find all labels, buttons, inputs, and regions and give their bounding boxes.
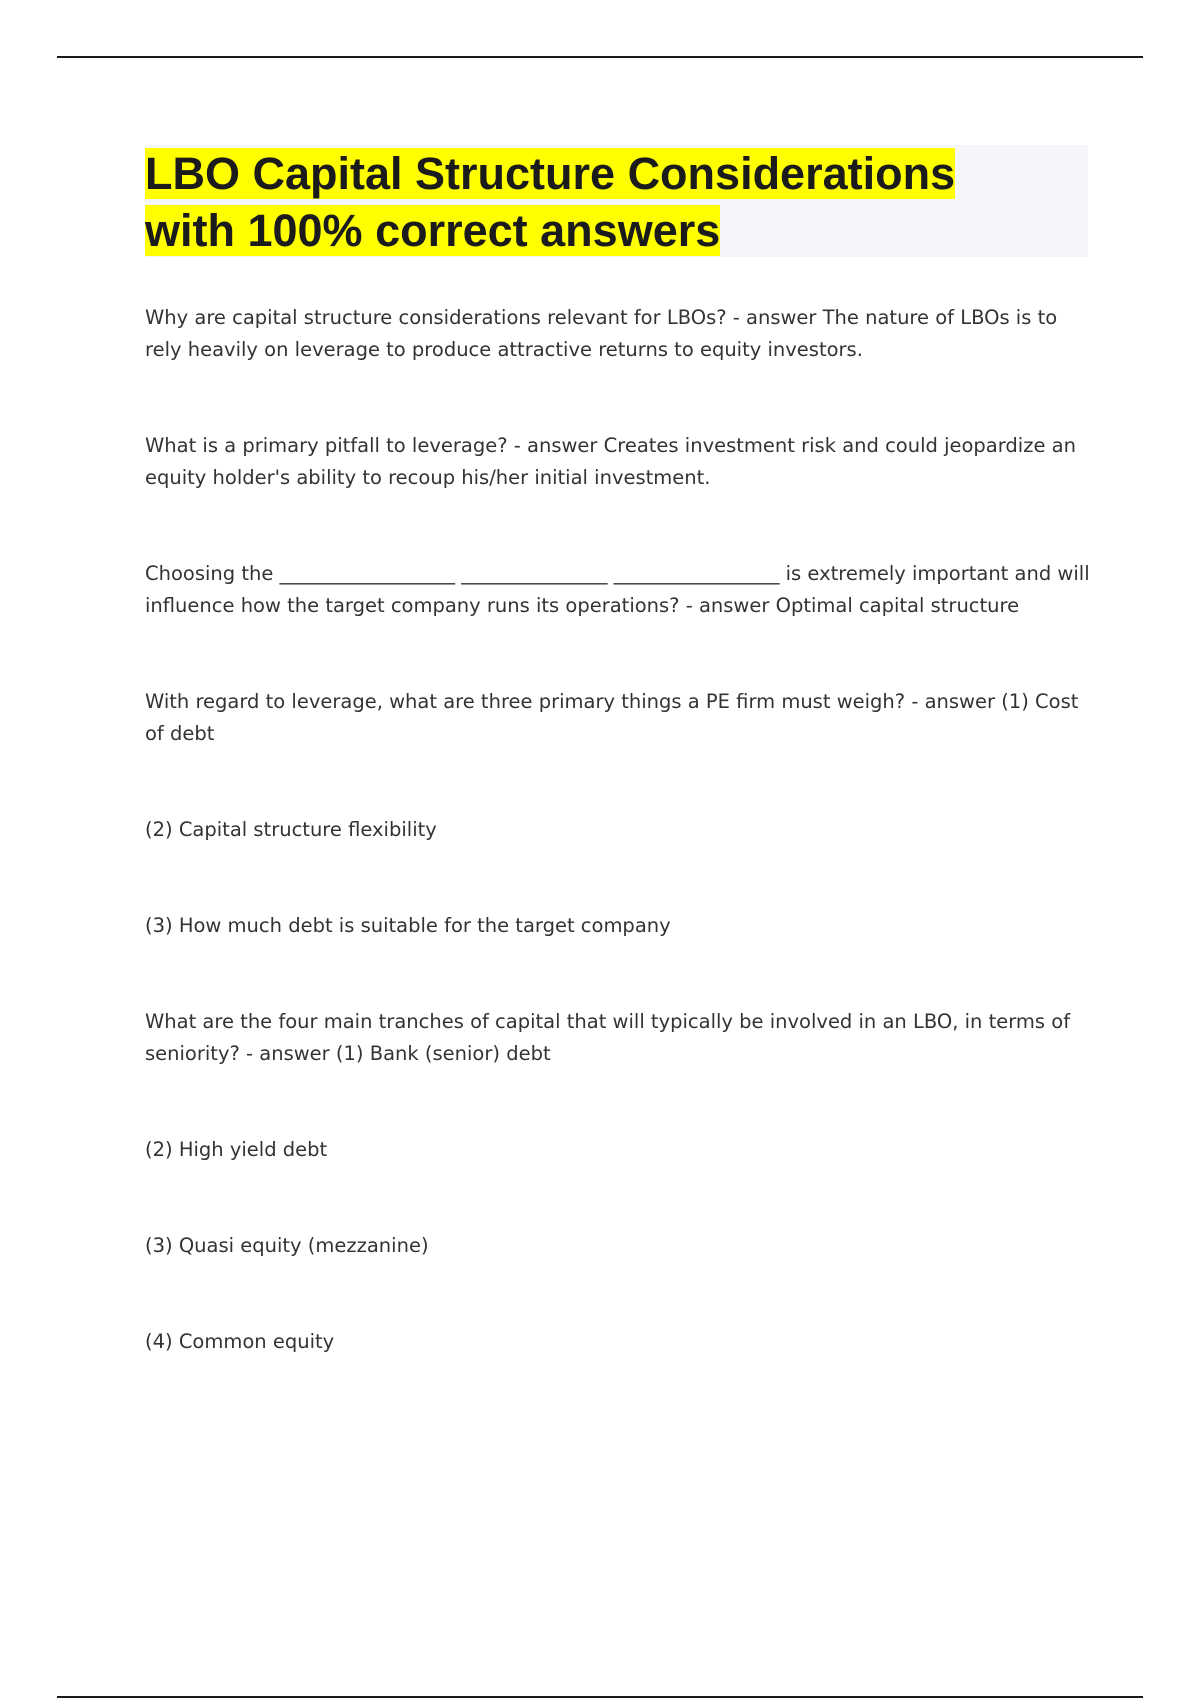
list-item: (2) Capital structure flexibility [145, 818, 437, 841]
list-item: (3) Quasi equity (mezzanine) [145, 1234, 429, 1257]
qa-paragraph: With regard to leverage, what are three primary things a PE firm must weigh? - answer (1) Cost of debt [145, 690, 1079, 745]
list-item: (2) High yield debt [145, 1138, 328, 1161]
page-title [145, 145, 1088, 259]
qa-paragraph: Why are capital structure considerations relevant for LBOs? - answer The nature of LBOs is to rely heavily on leverage to produce attractive returns to equity investors. [145, 306, 1058, 361]
list-item: (4) Common equity [145, 1330, 335, 1353]
title-line-2: with 100% correct answers [145, 205, 721, 256]
document-body [145, 302, 1090, 1358]
top-rule [57, 56, 1143, 58]
title-block [145, 145, 1088, 257]
bottom-rule [57, 1696, 1143, 1698]
qa-paragraph: What are the four main tranches of capital that will typically be involved in an LBO, in terms of seniority? - answer (1) Bank (senior) debt [145, 1010, 1071, 1065]
qa-paragraph: What is a primary pitfall to leverage? - answer Creates investment risk and could jeopardize an equity holder's ability to recoup his/her initial investment. [145, 434, 1076, 489]
qa-paragraph: Choosing the __________________ _______________ _________________ is extremely important and will influence how the target company runs its operations? - answer Optimal capital structure [145, 562, 1090, 617]
list-item: (3) How much debt is suitable for the target company [145, 914, 671, 937]
title-line-1: LBO Capital Structure Considerations [145, 148, 956, 199]
